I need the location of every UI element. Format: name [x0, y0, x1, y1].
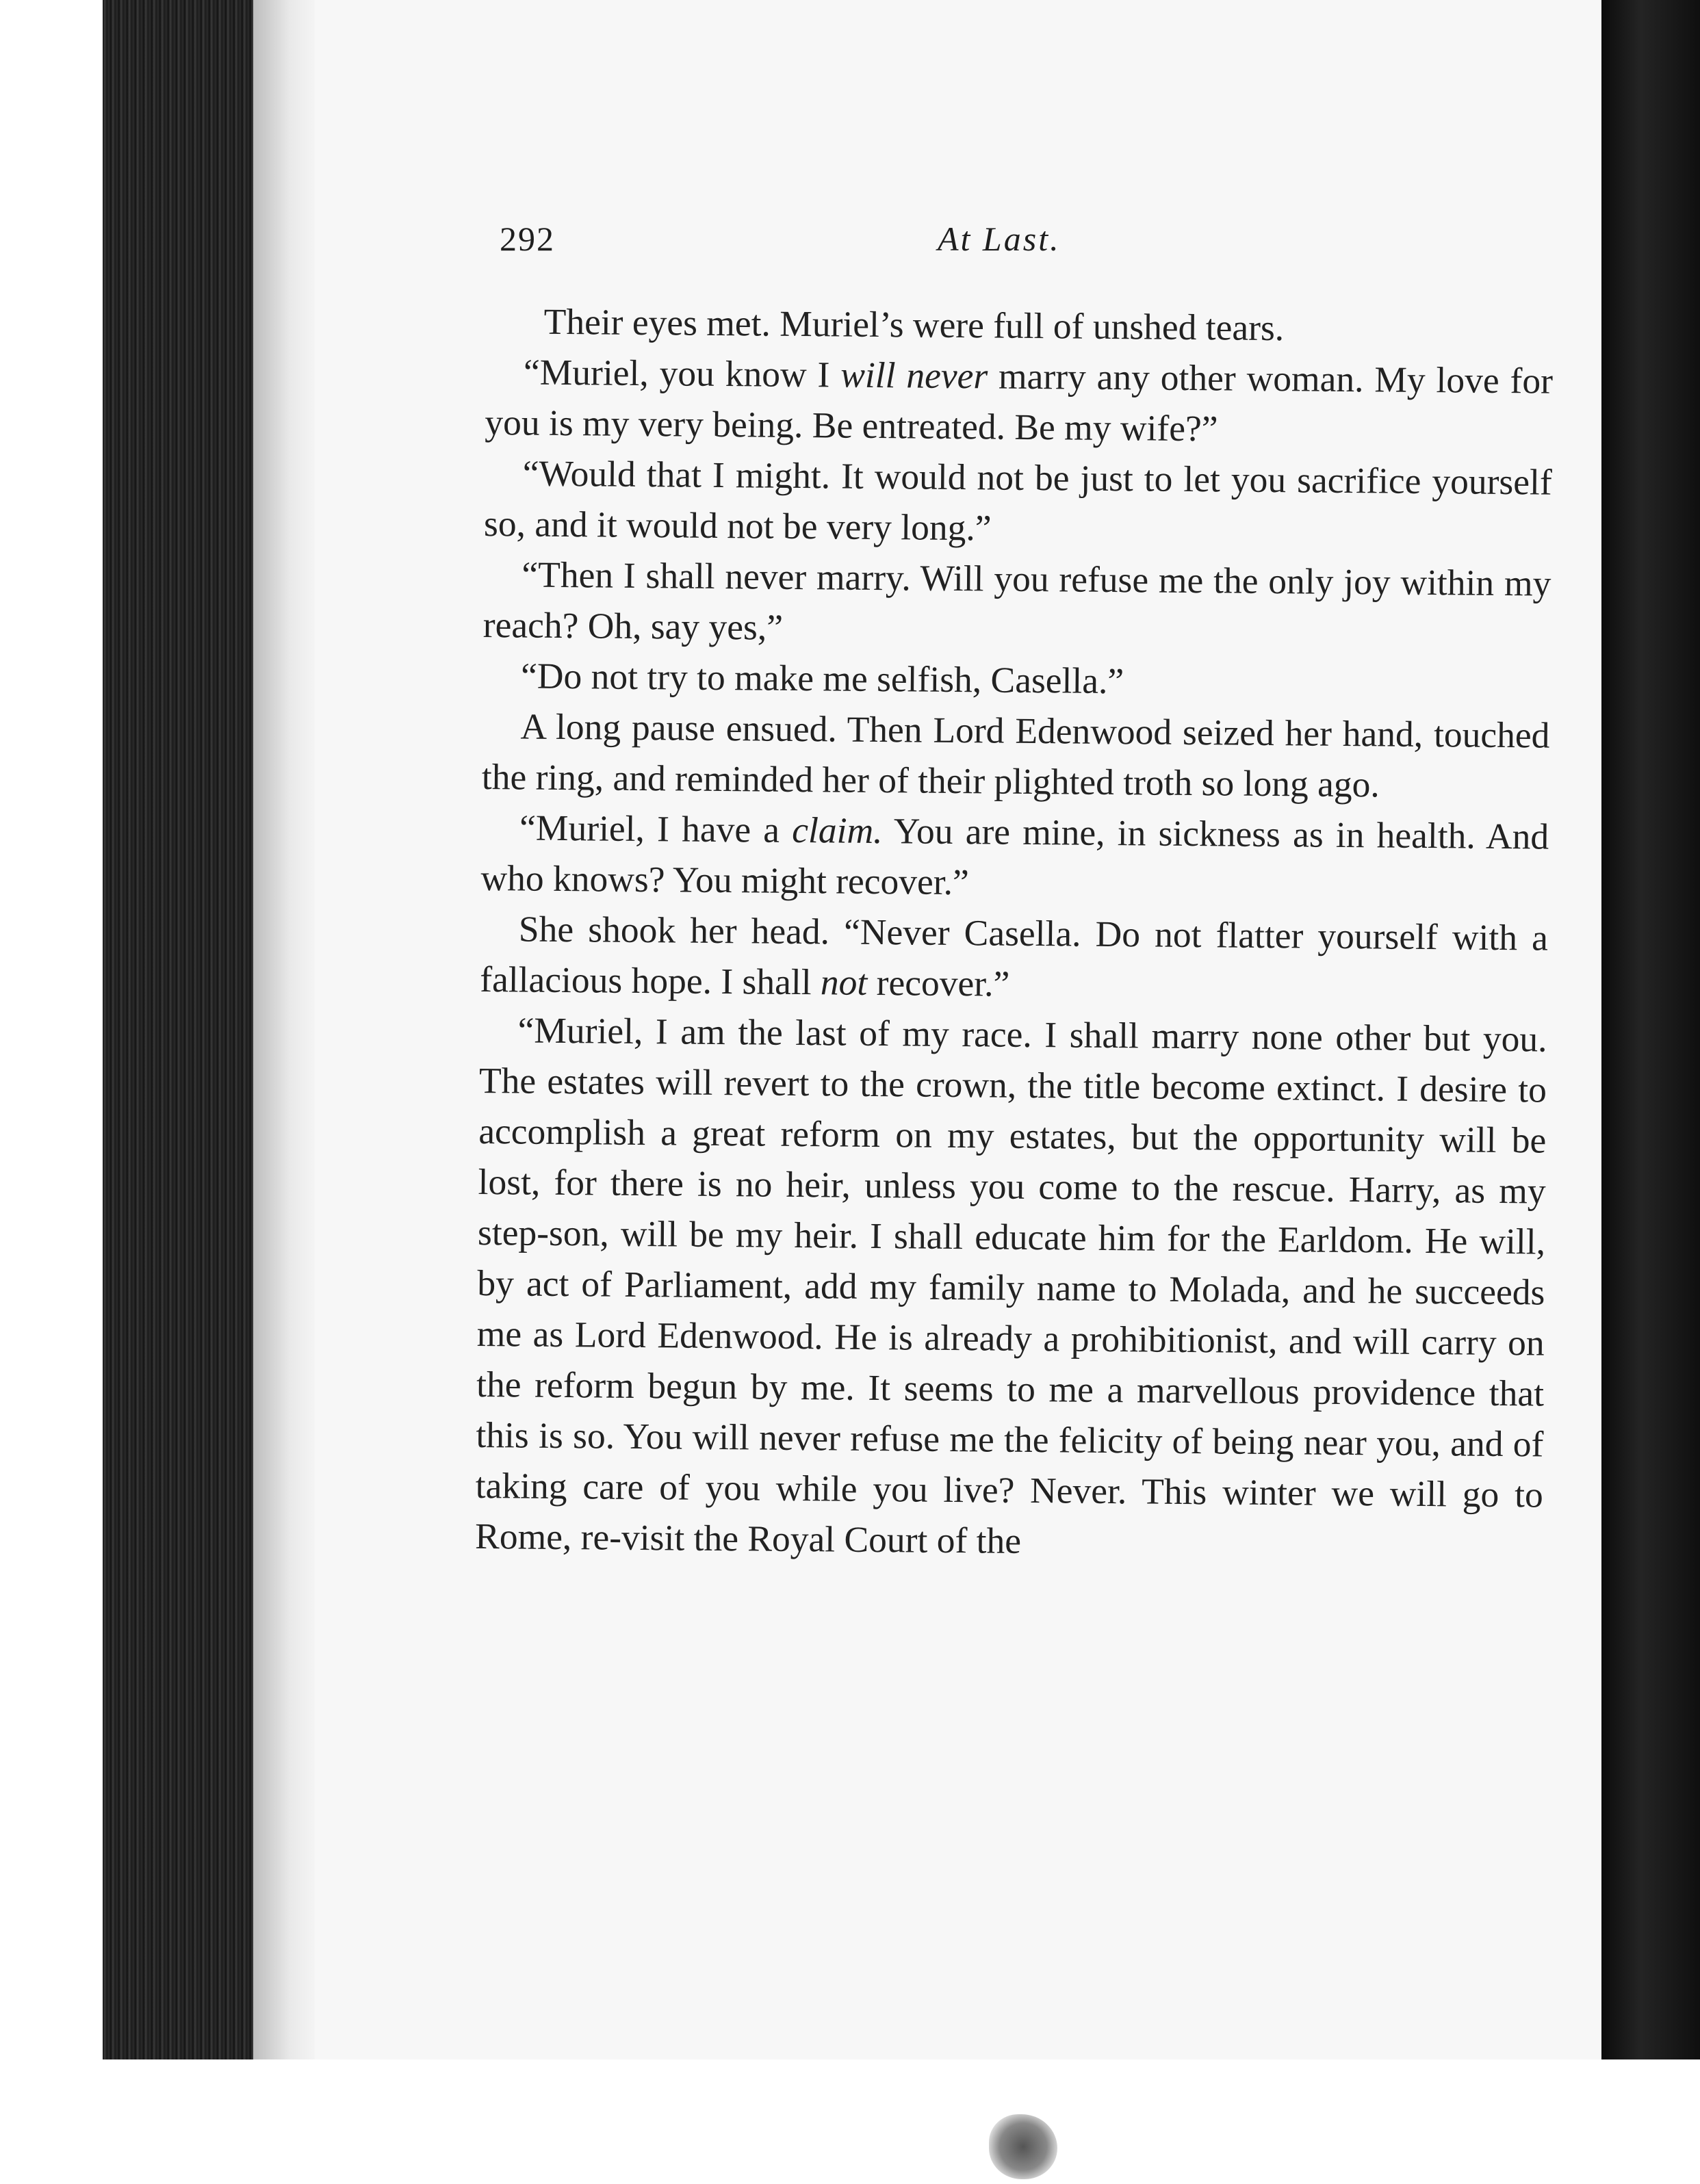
paragraph: A long pause ensued. Then Lord Edenwood seized her hand, touched the ring, and reminded her of their plighted troth so long ago.: [481, 705, 1550, 805]
paragraph: Their eyes met. Muriel’s were full of unshed tears.: [543, 300, 1285, 349]
running-title: At Last.: [938, 220, 1061, 258]
paragraph: “Then I shall never marry. Will you refuse me the only joy within my reach? Oh, say yes,”: [482, 554, 1551, 648]
italic-text: claim.: [792, 809, 883, 852]
italic-text: not: [820, 961, 868, 1003]
ink-blot: [989, 2114, 1057, 2179]
paragraph: “Do not try to make me selfish, Casella.”: [520, 655, 1124, 702]
scan-background: [103, 2059, 1700, 2184]
page-number: 292: [500, 220, 555, 258]
paragraph: “Would that I might. It would not be just to let you sacrifice yourself so, and it would not be very long.”: [483, 452, 1552, 549]
running-header: [500, 219, 1540, 274]
italic-text: will never: [840, 354, 988, 397]
paragraph: “Muriel, you know I will never marry any other woman. My love for you is my very being. Be entreated. Be my wife?”: [485, 351, 1554, 450]
paragraph: “Muriel, I am the last of my race. I shall marry none other but you. The estates will revert to the crown, the title become extinct. I desire to accomplish a great reform on my estates, but the opportunity will be lost, for there is no heir, unless you come to the rescue. Harry, as my step-son, will be my heir. I shall educate him for the Earldom. He will, by act of Parliament, add my family name to Molada, and he succeeds me as Lord Edenwood. He is already a prohibitionist, and will carry on the reform begun by me. It seems to me a marvellous providence that this is so. You will never refuse me the felicity of being near you, and of taking care of you while you live? Never. This winter we will go to Rome, re-visit the Royal Court of the: [474, 1009, 1547, 1561]
body-text: [475, 296, 1554, 1571]
paragraph: “Muriel, I have a claim. You are mine, in sickness as in health. And who knows? You might recover.”: [480, 807, 1549, 903]
paragraph: She shook her head. “Never Casella. Do not flatter yourself with a fallacious hope. I shall not recover.”: [480, 908, 1549, 1004]
right-page-edge: [1601, 0, 1700, 2059]
gutter-shadow: [253, 0, 315, 2184]
